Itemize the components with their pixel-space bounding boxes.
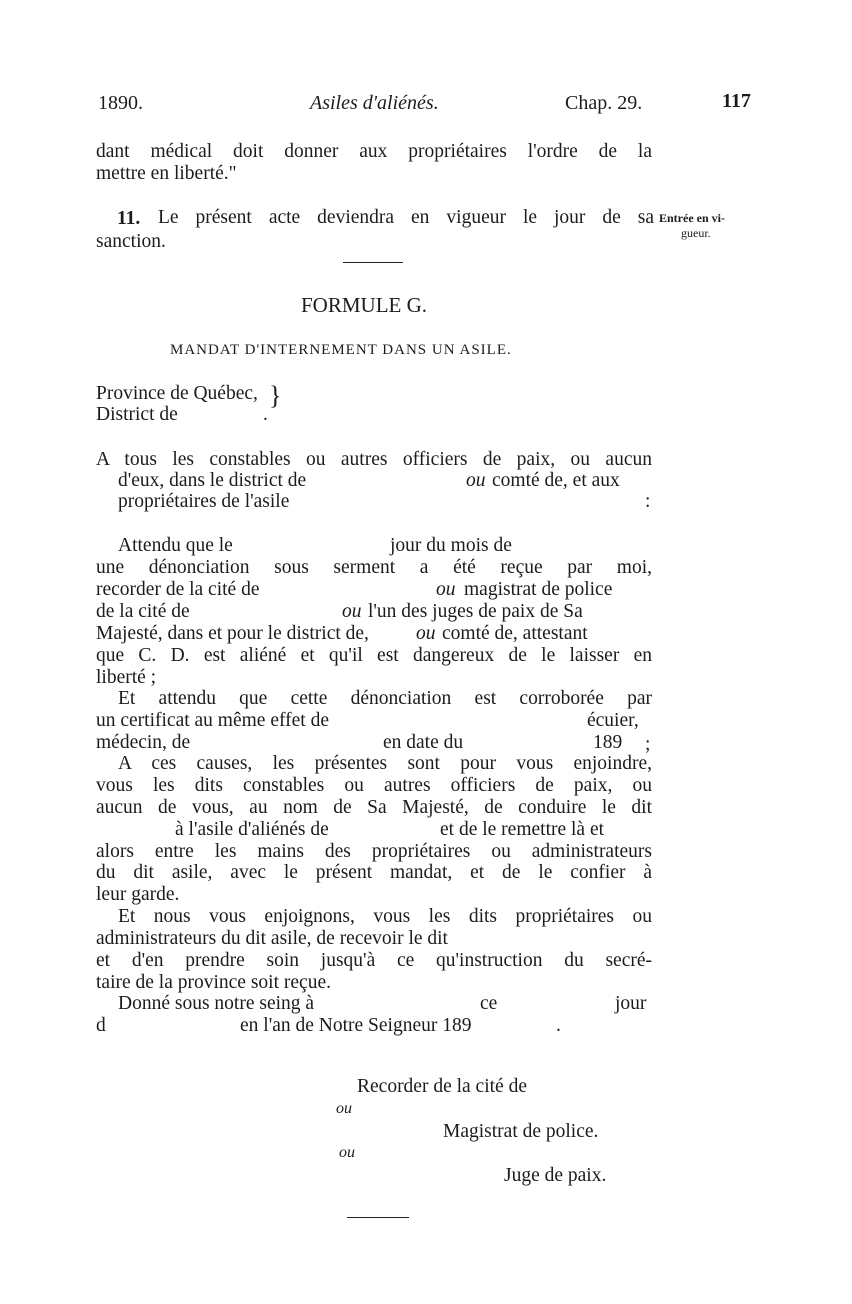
p2-line-3a: médecin, de xyxy=(96,732,191,753)
address-line-1: A tous les constables ou autres officiers de paix, ou aucun xyxy=(96,449,652,470)
section-11-text-end: sanction. xyxy=(96,231,166,252)
p1-line-4b: l'un des juges de paix de Sa xyxy=(368,601,583,622)
p2-line-2b: écuier, xyxy=(587,710,639,731)
p1-or-2: ou xyxy=(342,601,362,622)
venue-district-dot: . xyxy=(263,404,268,425)
p4-line-2: administrateurs du dit asile, de recevoir le dit xyxy=(96,928,448,949)
p2-line-2a: un certificat au même effet de xyxy=(96,710,329,731)
p5-line-1c: jour xyxy=(615,993,647,1014)
p1-line-1b: jour du mois de xyxy=(390,535,512,556)
section-divider-rule xyxy=(343,262,403,263)
chapter-number: Chap. 29. xyxy=(565,92,643,114)
continuation-line-2: mettre en liberté." xyxy=(96,163,237,184)
address-line-3: propriétaires de l'asile xyxy=(118,491,290,512)
p5-line-1a: Donné sous notre seing à xyxy=(118,993,315,1014)
p5-line-1b: ce xyxy=(480,993,498,1014)
p2-line-1: Et attendu que cette dénonciation est corroborée par xyxy=(118,688,652,709)
venue-brace: } xyxy=(269,381,282,410)
p3-line-4a: à l'asile d'aliénés de xyxy=(175,819,329,840)
margin-note-line-2: gueur. xyxy=(681,226,711,240)
p1-line-3b: magistrat de police xyxy=(464,579,613,600)
p1-line-7: liberté ; xyxy=(96,667,157,688)
p1-line-6: que C. D. est aliéné et qu'il est dangereux de le laisser en xyxy=(96,645,652,666)
signature-judge: Juge de paix. xyxy=(504,1165,607,1186)
p4-line-4: taire de la province soit reçue. xyxy=(96,972,331,993)
header-year: 1890. xyxy=(98,92,143,114)
signature-recorder: Recorder de la cité de xyxy=(357,1076,527,1097)
p3-line-4b: et de le remettre là et xyxy=(440,819,605,840)
venue-province: Province de Québec, xyxy=(96,383,258,404)
address-or-1: ou xyxy=(466,470,486,491)
form-title: FORMULE G. xyxy=(301,293,428,317)
p2-line-3b: en date du xyxy=(383,732,464,753)
signature-magistrate: Magistrat de police. xyxy=(443,1121,599,1142)
p3-line-6: du dit asile, avec le présent mandat, et de le confier à xyxy=(96,862,652,883)
p3-line-1: A ces causes, les présentes sont pour vous enjoindre, xyxy=(118,753,652,774)
p5-line-2a: d xyxy=(96,1015,106,1036)
continuation-line-1: dant médical doit donner aux propriétaires l'ordre de la xyxy=(96,141,652,162)
p2-line-3c: 189 xyxy=(593,732,623,753)
margin-note-line-1: Entrée en vi- xyxy=(659,211,725,225)
p3-line-7: leur garde. xyxy=(96,884,180,905)
section-11-text: Le présent acte deviendra en vigueur le jour de sa xyxy=(158,207,654,228)
p1-line-3a: recorder de la cité de xyxy=(96,579,260,600)
address-colon: : xyxy=(645,491,651,512)
p3-line-3: aucun de vous, au nom de Sa Majesté, de conduire le dit xyxy=(96,797,652,818)
p5-line-2b: en l'an de Notre Seigneur 189 xyxy=(240,1015,472,1036)
p3-line-5: alors entre les mains des propriétaires ou administrateurs xyxy=(96,841,652,862)
p5-line-2c: . xyxy=(556,1015,561,1036)
signature-or-2: ou xyxy=(339,1144,355,1161)
end-divider-rule xyxy=(347,1217,409,1218)
venue-district: District de xyxy=(96,404,178,425)
p1-line-1a: Attendu que le xyxy=(118,535,233,556)
section-number: 11. xyxy=(117,208,141,229)
p1-or-3: ou xyxy=(416,623,436,644)
address-line-2b: comté de, et aux xyxy=(492,470,620,491)
address-line-2a: d'eux, dans le district de xyxy=(118,470,307,491)
p3-line-2: vous les dits constables ou autres officiers de paix, ou xyxy=(96,775,652,796)
p1-line-5b: comté de, attestant xyxy=(442,623,588,644)
page-number: 117 xyxy=(722,90,751,112)
p4-line-1: Et nous vous enjoignons, vous les dits propriétaires ou xyxy=(118,906,652,927)
p1-line-5a: Majesté, dans et pour le district de, xyxy=(96,623,369,644)
p1-line-2: une dénonciation sous serment a été reçue par moi, xyxy=(96,557,652,578)
signature-or-1: ou xyxy=(336,1100,352,1117)
running-title: Asiles d'aliénés. xyxy=(310,92,439,114)
p1-line-4a: de la cité de xyxy=(96,601,190,622)
p2-line-3d: ; xyxy=(645,734,651,755)
p4-line-3: et d'en prendre soin jusqu'à ce qu'instruction du secré- xyxy=(96,950,652,971)
form-subtitle: MANDAT D'INTERNEMENT DANS UN ASILE. xyxy=(170,342,512,358)
p1-or-1: ou xyxy=(436,579,456,600)
